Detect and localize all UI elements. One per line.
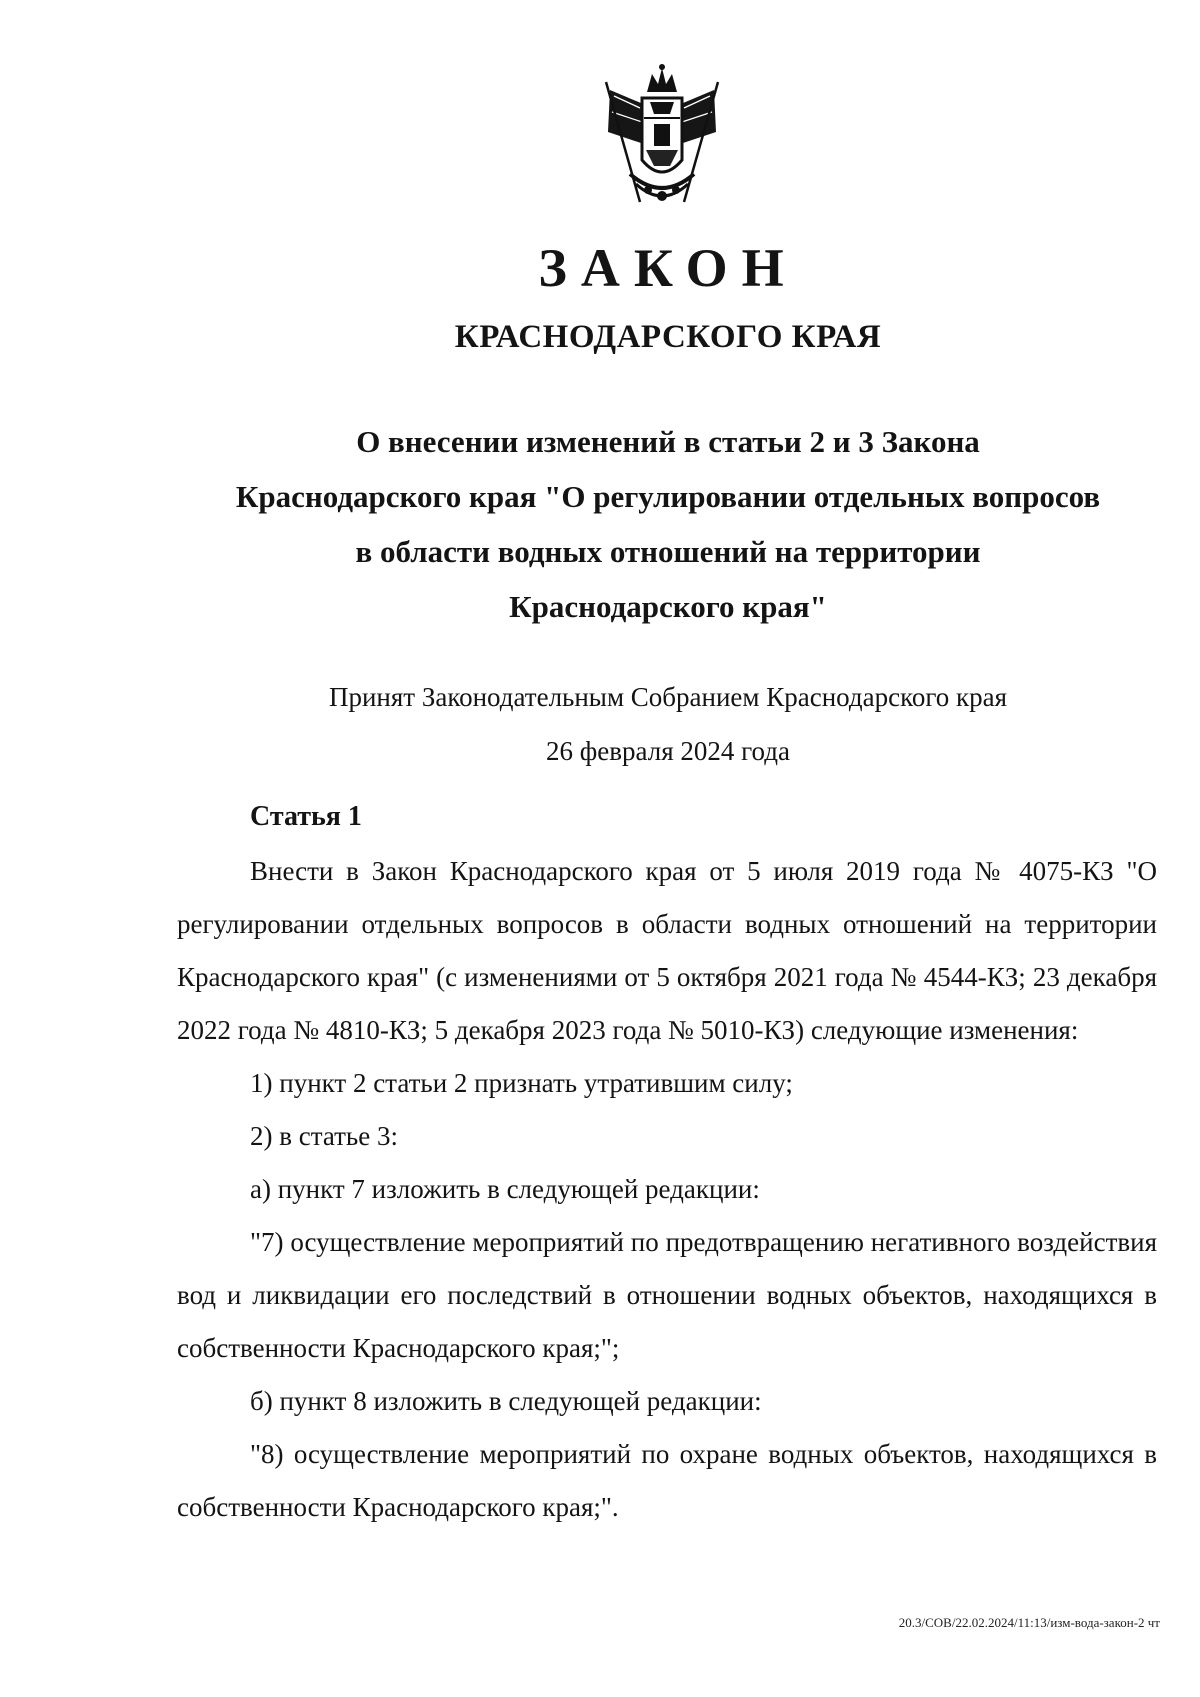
article-paragraph: "7) осуществление мероприятий по предотвращению негативного воздействия вод и ликвидации его последствий в отношении водных объектов, находящихся в собственности Краснодарского края;"; <box>177 1227 1157 1363</box>
coat-of-arms-icon <box>600 62 724 212</box>
article-paragraph: 2) в статье 3: <box>250 1121 398 1151</box>
subject-line: О внесении изменений в статьи 2 и 3 Закона <box>356 424 980 459</box>
law-subject <box>150 414 1186 634</box>
adoption-note <box>150 670 1186 778</box>
article-paragraph: "8) осуществление мероприятий по охране водных объектов, находящихся в собственности Краснодарского края;". <box>177 1439 1157 1522</box>
document-stamp: 20.3/СОВ/22.02.2024/11:13/изм-вода-закон-2 чт <box>898 1615 1160 1630</box>
adoption-line: Принят Законодательным Собранием Краснодарского края <box>328 682 1008 712</box>
subject-line: Краснодарского края "О регулировании отдельных вопросов <box>235 479 1101 514</box>
subject-line: Краснодарского края" <box>509 589 827 624</box>
article-paragraph: а) пункт 7 изложить в следующей редакции: <box>250 1174 760 1204</box>
adoption-date: 26 февраля 2024 года <box>546 736 790 766</box>
subject-line: в области водных отношений на территории <box>355 534 981 569</box>
article-paragraph: б) пункт 8 изложить в следующей редакции: <box>250 1386 762 1416</box>
article-title: Статья 1 <box>250 801 362 832</box>
article-paragraph: 1) пункт 2 статьи 2 признать утратившим силу; <box>250 1068 793 1098</box>
region-heading: КРАСНОДАРСКОГО КРАЯ <box>454 319 882 355</box>
law-heading: ЗАКОН <box>538 238 798 298</box>
article-body <box>177 845 1157 1534</box>
article-paragraph: Внести в Закон Краснодарского края от 5 июля 2019 года № 4075-КЗ "О регулировании отдельных вопросов в области водных отношений на территории Краснодарского края" (с изменениями от 5 октября 2021 года № 4544-КЗ; 23 декабря 2022 года № 4810-КЗ; 5 декабря 2023 года № 5010-КЗ) следующие изменения: <box>177 856 1157 1045</box>
